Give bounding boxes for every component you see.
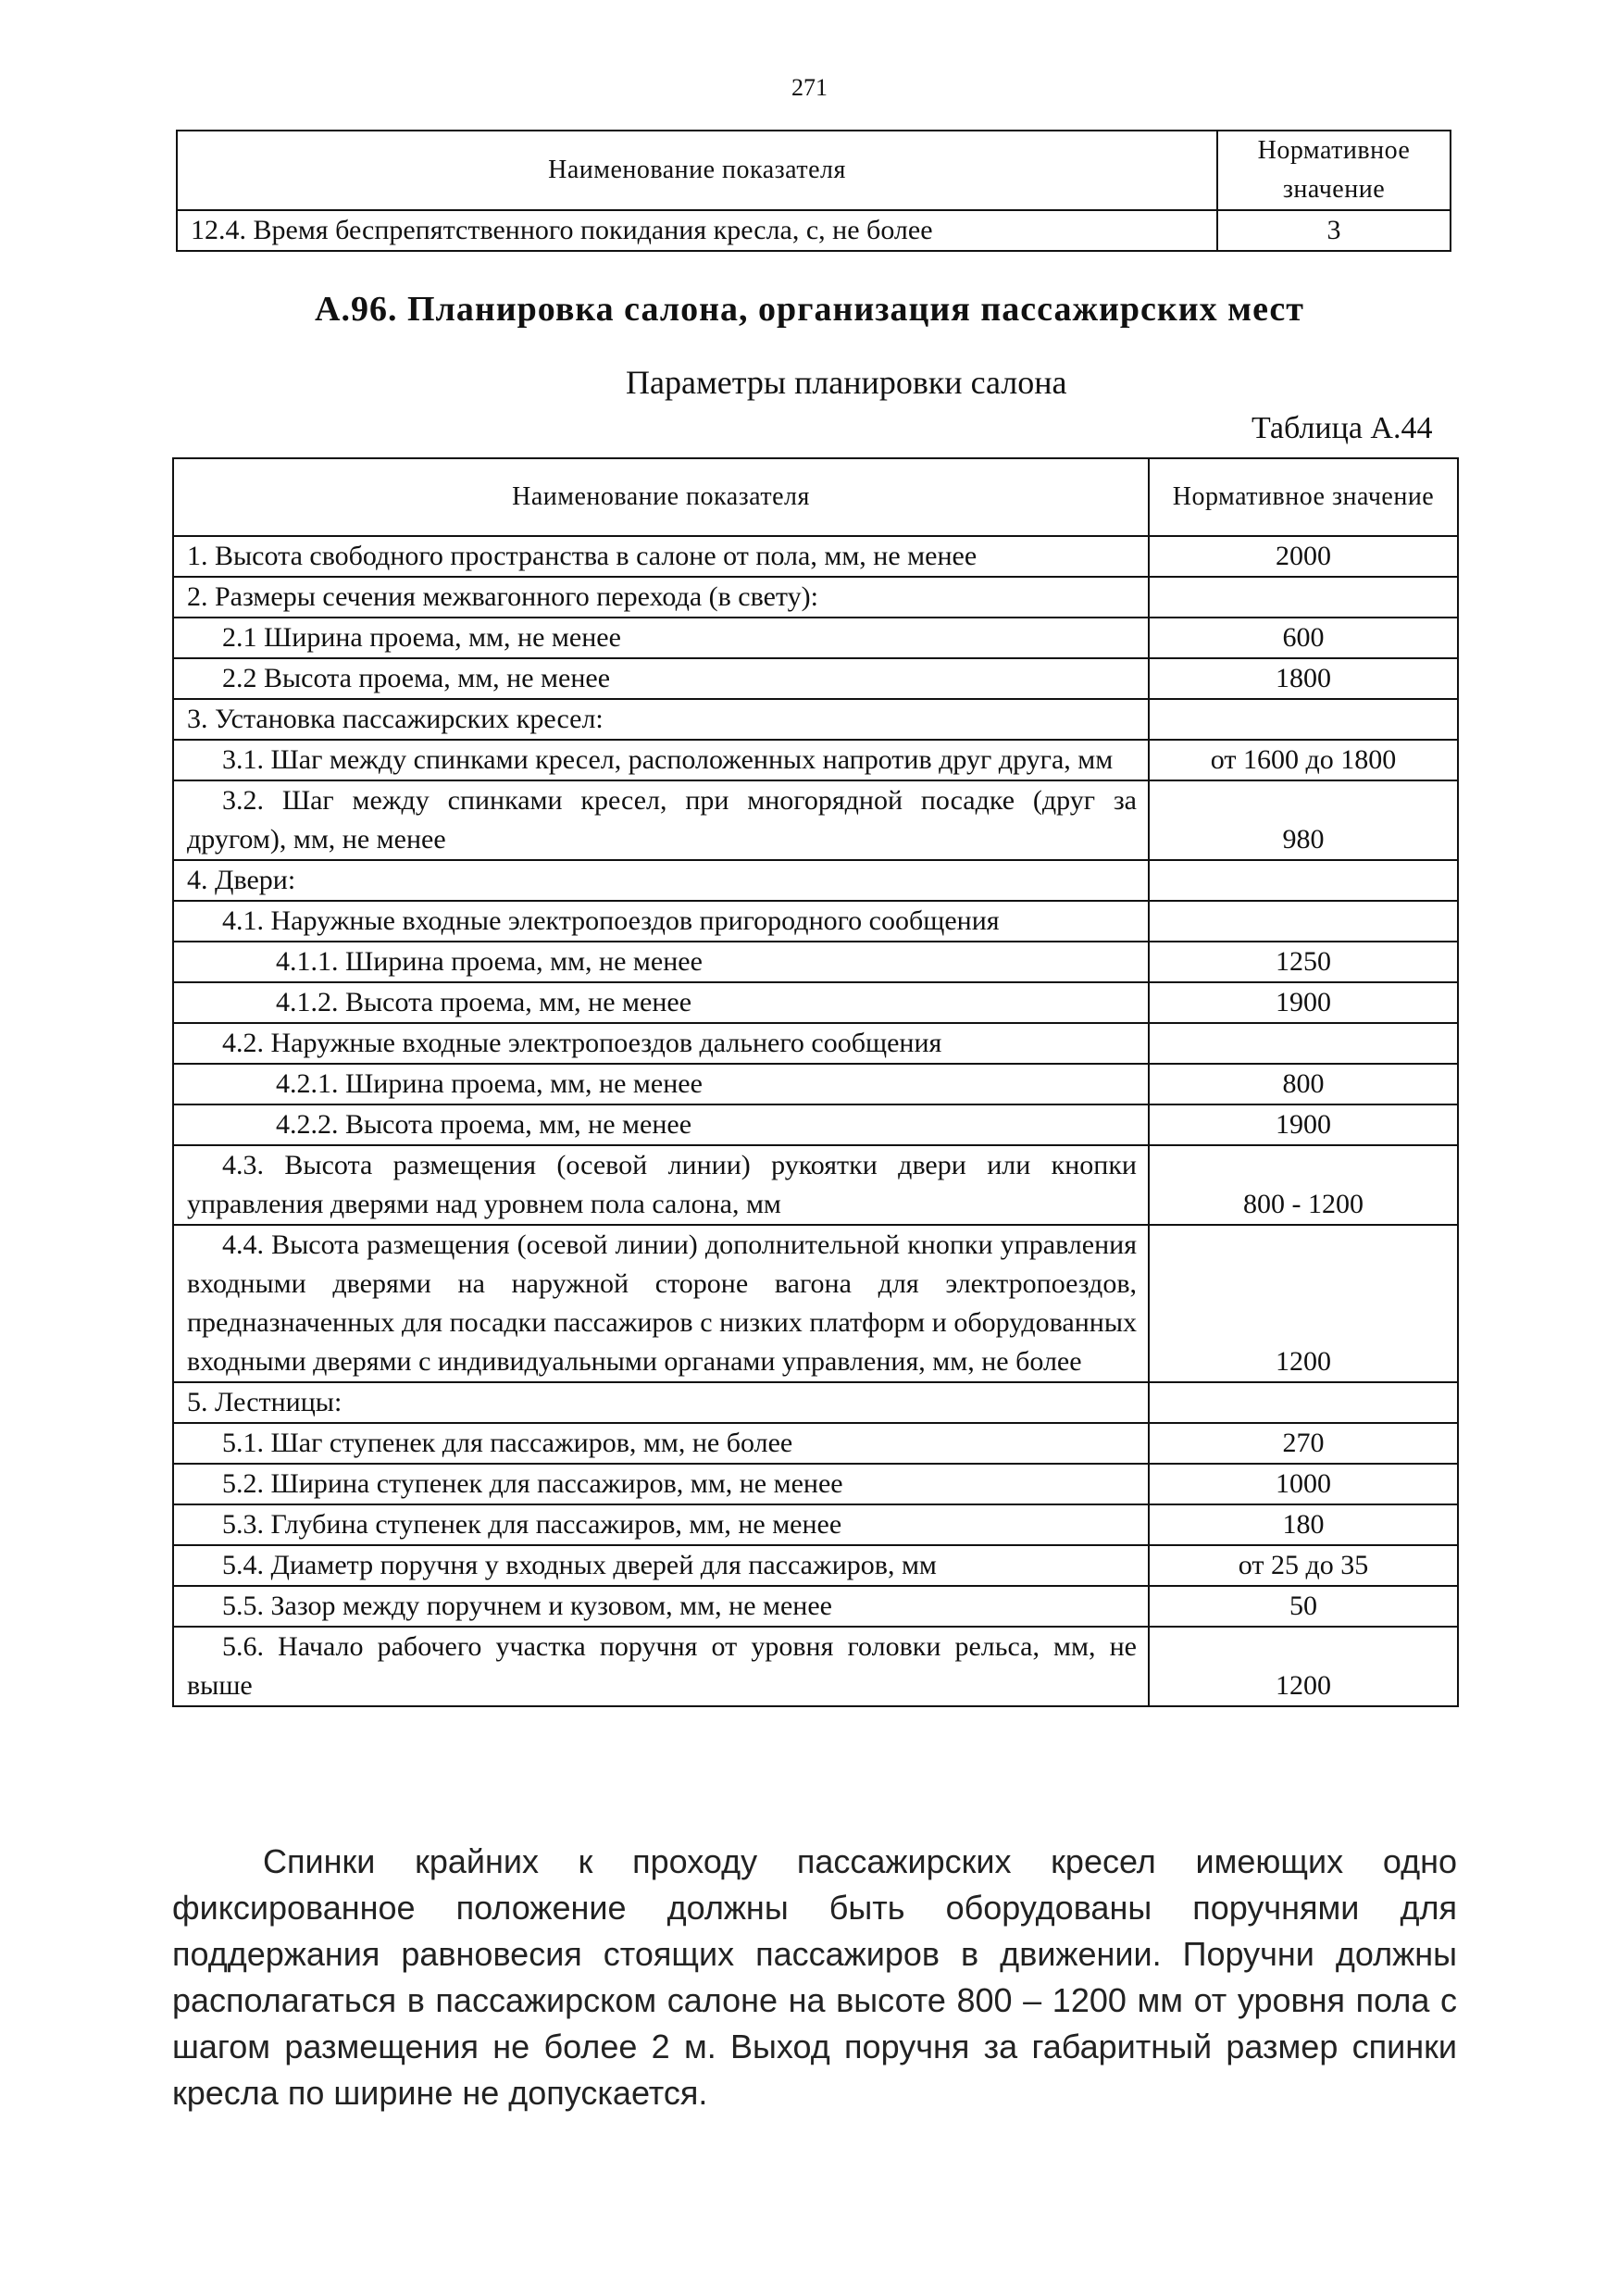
row-value [1149, 901, 1458, 942]
row-value: от 1600 до 1800 [1149, 740, 1458, 780]
row-value: 3 [1217, 210, 1451, 251]
row-name: 2.1 Ширина проема, мм, не менее [173, 618, 1149, 658]
column-header-value: Нормативное значение [1217, 131, 1451, 210]
table-header-row [173, 458, 1458, 536]
row-name: 4.2. Наружные входные электропоездов дальнего сообщения [173, 1023, 1149, 1064]
table-row [177, 210, 1451, 251]
row-value [1149, 860, 1458, 901]
row-value: 1000 [1149, 1464, 1458, 1504]
table-row [173, 1064, 1458, 1104]
table-row [173, 1225, 1458, 1382]
table-row [173, 577, 1458, 618]
table-row [173, 901, 1458, 942]
row-value [1149, 699, 1458, 740]
row-value: 1900 [1149, 982, 1458, 1023]
column-header-name: Наименование показателя [173, 458, 1149, 536]
row-value [1149, 1382, 1458, 1423]
row-name: 4.4. Высота размещения (осевой линии) дополнительной кнопки управления входными дверями на наружной стороне вагона для электропоездов, предназначенных для посадки пассажиров с низких платформ и оборудованных входными дверями с индивидуальными органами управления, мм, не более [173, 1225, 1149, 1382]
row-name: 4.1.2. Высота проема, мм, не менее [173, 982, 1149, 1023]
row-value: 600 [1149, 618, 1458, 658]
body-paragraph: Спинки крайних к проходу пассажирских кресел имеющих одно фиксированное положение должны быть оборудованы поручнями для поддержания равновесия стоящих пассажиров в движении. Поручни должны располагаться в пассажирском салоне на высоте 800 – 1200 мм от уровня пола с шагом размещения не более 2 м. Выход поручня за габаритный размер спинки кресла по ширине не допускается. [172, 1842, 1457, 2112]
row-name: 5.1. Шаг ступенек для пассажиров, мм, не более [173, 1423, 1149, 1464]
row-name: 4.1.1. Ширина проема, мм, не менее [173, 942, 1149, 982]
row-value: 1200 [1149, 1225, 1458, 1382]
table-row [173, 1627, 1458, 1706]
row-name: 12.4. Время беспрепятственного покидания кресла, с, не более [177, 210, 1217, 251]
row-value: 180 [1149, 1504, 1458, 1545]
row-name: 4.2.2. Высота проема, мм, не менее [173, 1104, 1149, 1145]
table-row [173, 1382, 1458, 1423]
table-row [173, 1504, 1458, 1545]
row-value [1149, 577, 1458, 618]
row-name: 3. Установка пассажирских кресел: [173, 699, 1149, 740]
row-name: 4.3. Высота размещения (осевой линии) рукоятки двери или кнопки управления дверями над уровнем пола салона, мм [173, 1145, 1149, 1225]
row-value: от 25 до 35 [1149, 1545, 1458, 1586]
table-row [173, 1423, 1458, 1464]
row-value: 1900 [1149, 1104, 1458, 1145]
table-row [173, 942, 1458, 982]
row-name: 5.6. Начало рабочего участка поручня от уровня головки рельса, мм, не выше [173, 1627, 1149, 1706]
salon-layout-table [172, 457, 1459, 1707]
row-name: 1. Высота свободного пространства в салоне от пола, мм, не менее [173, 536, 1149, 577]
table-caption: Параметры планировки салона [626, 364, 1067, 401]
row-value: 270 [1149, 1423, 1458, 1464]
column-header-name: Наименование показателя [177, 131, 1217, 210]
row-value [1149, 1023, 1458, 1064]
row-name: 4.2.1. Ширина проема, мм, не менее [173, 1064, 1149, 1104]
table-row [173, 1464, 1458, 1504]
row-value: 50 [1149, 1586, 1458, 1627]
table-row [173, 780, 1458, 860]
row-value: 1800 [1149, 658, 1458, 699]
table-row [173, 982, 1458, 1023]
row-name: 2.2 Высота проема, мм, не менее [173, 658, 1149, 699]
row-name: 5.5. Зазор между поручнем и кузовом, мм, не менее [173, 1586, 1149, 1627]
row-name: 4.1. Наружные входные электропоездов пригородного сообщения [173, 901, 1149, 942]
row-name: 5.3. Глубина ступенек для пассажиров, мм, не менее [173, 1504, 1149, 1545]
row-name: 3.1. Шаг между спинками кресел, расположенных напротив друг друга, мм [173, 740, 1149, 780]
table-row [173, 1023, 1458, 1064]
row-name: 4. Двери: [173, 860, 1149, 901]
table-row [173, 860, 1458, 901]
section-heading: А.96. Планировка салона, организация пассажирских мест [315, 290, 1304, 329]
table-header-row [177, 131, 1451, 210]
row-value: 1250 [1149, 942, 1458, 982]
row-value: 980 [1149, 780, 1458, 860]
row-name: 5. Лестницы: [173, 1382, 1149, 1423]
table-row [173, 618, 1458, 658]
row-name: 5.4. Диаметр поручня у входных дверей для пассажиров, мм [173, 1545, 1149, 1586]
table-row [173, 1545, 1458, 1586]
row-name: 3.2. Шаг между спинками кресел, при многорядной посадке (друг за другом), мм, не менее [173, 780, 1149, 860]
page-number: 271 [791, 74, 828, 101]
table-row [173, 1145, 1458, 1225]
table-row [173, 658, 1458, 699]
row-name: 2. Размеры сечения межвагонного перехода (в свету): [173, 577, 1149, 618]
table-row [173, 1104, 1458, 1145]
row-value: 2000 [1149, 536, 1458, 577]
column-header-value: Нормативное значение [1149, 458, 1458, 536]
continuation-table [176, 130, 1451, 252]
row-value: 800 [1149, 1064, 1458, 1104]
table-number: Таблица А.44 [1252, 411, 1433, 445]
table-row [173, 1586, 1458, 1627]
table-row [173, 699, 1458, 740]
table-row [173, 740, 1458, 780]
row-value: 1200 [1149, 1627, 1458, 1706]
row-name: 5.2. Ширина ступенек для пассажиров, мм, не менее [173, 1464, 1149, 1504]
table-row [173, 536, 1458, 577]
row-value: 800 - 1200 [1149, 1145, 1458, 1225]
